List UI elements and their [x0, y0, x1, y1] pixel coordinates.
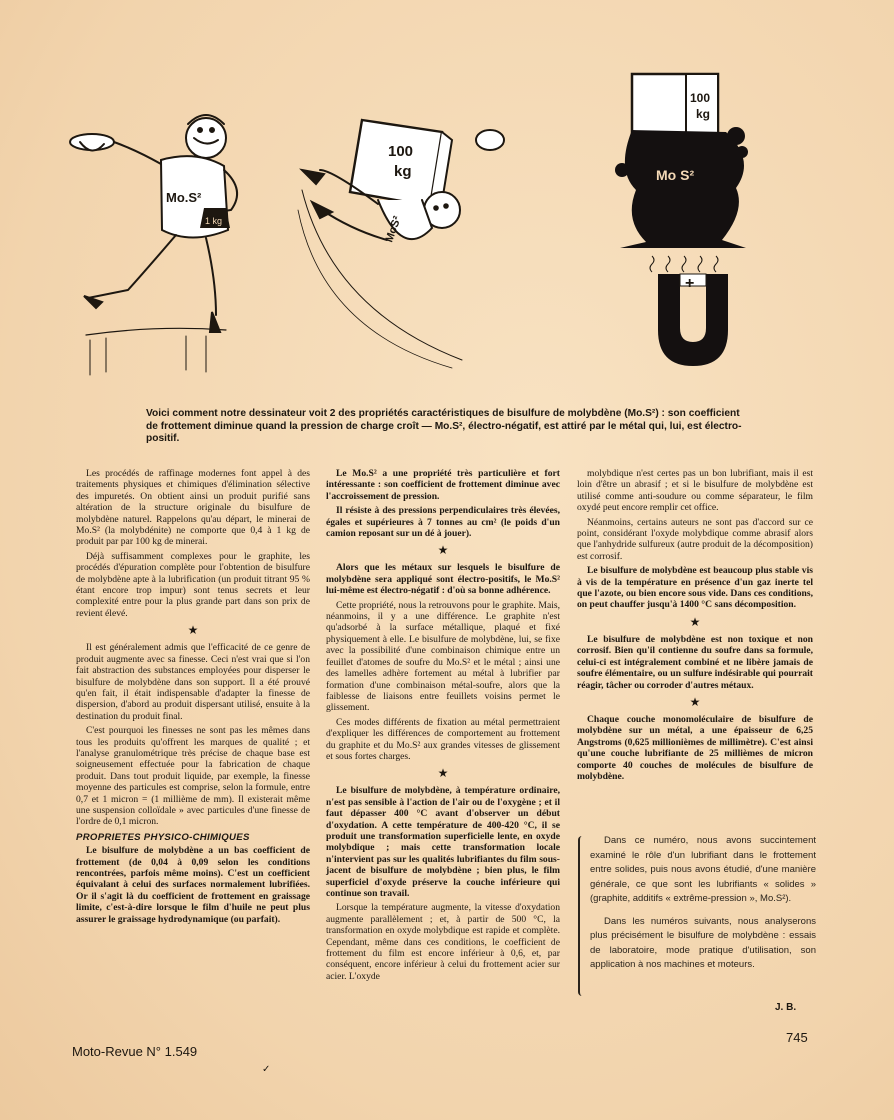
figure-caption: Voici comment notre dessinateur voit 2 des propriétés caractéristiques de bisulfure de molybdène (Mo.S²) : son coefficient de frottement diminue quand la pression de charge croît — Mo.S², électro-négatif, est attiré par le métal qui, lui, est électro-positif.: [146, 408, 742, 444]
paragraph: Le bisulfure de molybdène a un bas coefficient de frottement (de 0,04 à 0,09 selon les conditions rencontrées, parfois même moins). C'est un coefficient équivalant à celui des surfaces normalement lubrifiées. Or il s'agit là du coefficient de frottement en graissage limite, c'est-à-dire lorsque le film d'huile ne peut plus assurer le graissage hydrodynamique (ou parfait).: [76, 845, 310, 925]
note-paragraph: Dans ce numéro, nous avons succintement examiné le rôle d'un lubrifiant dans le frottement entre solides, puis nous avons étudié, d'une manière générale, ce que sont les lubrifiants « solides » (graphite, additifs « extrême-pression », Mo.S²).: [590, 835, 816, 904]
separator-star-icon: ★: [689, 614, 701, 629]
separator-star-icon: ★: [689, 694, 701, 709]
magnet-plus-label: +: [685, 275, 695, 292]
weight-label: 1 kg: [205, 216, 223, 226]
paragraph: Le bisulfure de molybdène est non toxique et non corrosif. Bien qu'il contienne du soufre dans sa formule, celui-ci est intégralement combiné et ne libère jamais de soufre élémentaire, ou un sulfure indésirable qui pourrait réagir, tâcher ou corroder d'autres métaux.: [577, 633, 813, 691]
paragraph: Il est généralement admis que l'efficacité de ce genre de produit augmente avec sa finesse. Ceci n'est vrai que si l'on fait abstraction des substances employées pour disperser le bisulfure de molybdène dans son support. Il a été prouvé qu'en fait, il était indispensable d'adapter la finesse de dispersion, d'abord au produit dispersant utilisé, ensuite à la destination du produit final.: [76, 642, 310, 722]
paragraph: Néanmoins, certains auteurs ne sont pas d'accord sur ce point, considérant l'oxyde molybdique comme abrasif alors que l'anhydride sulfureux (autre produit de la décomposition) est corrosif.: [577, 516, 813, 562]
magazine-footer: Moto-Revue N° 1.549: [72, 1044, 198, 1059]
page-number: 745: [786, 1030, 808, 1045]
paragraph: Lorsque la température augmente, la vitesse d'oxydation augmente parallèlement ; et, à partir de 500 °C, la transformation en oxyde molybdique est rapide et complète. Cependant, même dans ces conditions, le coefficient de frottement du film est encore inférieur à 0,6, et, par conséquent, encore inférieur à celui du frottement acier sur acier. L'oxyde: [326, 902, 560, 982]
illustration-happy-man: [66, 100, 266, 380]
paragraph: Cette propriété, nous la retrouvons pour le graphite. Mais, néanmoins, il y a une différence. Le graphite n'est qu'adsorbé à la surface métallique, plaqué et fixé physiquement à elle. Le bisulfure de molybdène, lui, se fixe avec la possibilité d'une combinaison chimique entre un feuillet d'atomes de soufre du Mo.S² et le métal ; ainsi une des lamelles adhère fortement au métal à lubrifier par formation d'une combinaison métal-soufre, alors que la faiblesse de liaisons entre feuillets voisins permet le glissement.: [326, 599, 560, 714]
paragraph: Le Mo.S² a une propriété très particulière et fort intéressante : son coefficient de frottement diminue avec l'accroissement de pression.: [326, 468, 560, 502]
body-label: Mo S²: [656, 167, 695, 183]
box-label-kg: kg: [394, 163, 412, 180]
body-label: MoS²: [383, 214, 404, 245]
box-label-100: 100: [690, 91, 711, 105]
paragraph: molybdique n'est certes pas un bon lubrifiant, mais il est loin d'être un abrasif ; et si le bisulfure de molybdène est utilisé comme anti-soudure ou comme séparateur, le film oxydé peut encore remplir cet office.: [577, 468, 813, 514]
box-label-kg: kg: [696, 107, 711, 121]
illustration-magnet: [596, 70, 796, 380]
paragraph: Les procédés de raffinage modernes font appel à des traitements physiques et chimiques d'élimination sélective des impuretés. On obtient ainsi un produit purifié sans altération de la structure originale du bisulfure de molybdène naturel. Rappelons qu'au départ, le minerai de Mo.S² (la molybdénite) ne comporte que 0,4 à 1 kg de produit par par 100 kg de minerai.: [76, 468, 310, 548]
paragraph: Alors que les métaux sur lesquels le bisulfure de molybdène sera appliqué sont électro-positifs, le Mo.S² lui-même est électro-négatif : d'où sa bonne adhérence.: [326, 562, 560, 597]
shirt-label: Mo.S²: [166, 190, 202, 205]
note-bracket: [578, 836, 586, 996]
separator-star-icon: ★: [437, 766, 449, 781]
box-label-100: 100: [388, 143, 414, 160]
paragraph: Chaque couche monomoléculaire de bisulfure de molybdène sur un métal, a une épaisseur de 6,25 Angstroms (0,625 millionièmes de millimètre). C'est ainsi qu'une couche lubrifiante de 25 millièmes de micron comporte 40 couches de molécules de bisulfure de molybdène.: [577, 713, 813, 782]
author-signature: J. B.: [775, 1002, 797, 1013]
section-heading: PROPRIETES PHYSICO-CHIMIQUES: [76, 831, 250, 843]
article-column-3: [577, 468, 813, 785]
separator-star-icon: ★: [437, 543, 449, 558]
paragraph: Ces modes différents de fixation au métal permettraient d'expliquer les différences de comportement au frottement du graphite et du Mo.S² aux grandes vitesses de glissement et sous fortes charges.: [326, 716, 560, 762]
note-paragraph: Dans les numéros suivants, nous analyserons plus précisément le bisulfure de molybdène : essais de laboratoire, mode pratique d'utilisation, son application à nos machines et moteurs.: [590, 915, 816, 970]
editorial-note: [590, 834, 816, 981]
paragraph: C'est pourquoi les finesses ne sont pas les mêmes dans tous les produits qu'offrent les marques de qualité ; et l'analyse granulométrique très précise de chaque base est soigneusement effectuée pour la fabrication de chaque produit. Dans tout produit liquide, par exemple, la finesse moyenne des particules est comprise, selon la formule, entre 0,7 et 1 micron = (1 millième de mm). Il existerait même une suspension colloïdale » avec particules d'une finesse de l'ordre de 0,1 micron.: [76, 725, 310, 828]
article-column-1: [76, 468, 310, 928]
separator-star-icon: ★: [187, 623, 199, 638]
paragraph: Il résiste à des pressions perpendiculaires très élevées, égales et supérieures à 7 tonnes au cm² (le poids d'un camion reposant sur un dé à jouer).: [326, 505, 560, 540]
article-column-2: [326, 468, 560, 985]
paragraph: Le bisulfure de molybdène, à température ordinaire, n'est pas sensible à l'action de l'air ou de l'oxygène ; et il faut dépasser 400 °C avant d'observer un début d'oxydation. A cette température de 400-420 °C, il se produit une transformation superficielle lente, en oxyde molybdique ; mais cette transformation locale n'intervient pas sur les qualités lubrifiantes du film sous-jacent de bisulfure de molybdène ; bien plus, le film superficiel d'oxyde préserve la couche inférieure qui continue son travail.: [326, 785, 560, 899]
illustration-man-100kg: [292, 110, 512, 370]
paragraph: Déjà suffisamment complexes pour le graphite, les procédés d'épuration complète pour l'obtention de bisulfure de molybdène apte à la lubrification (un produit titrant 95 % étant encore trop impur) sont tenus secrets et leur complexité entre pour la plus grande part dans son prix de revient élevé.: [76, 550, 310, 619]
paragraph: Le bisulfure de molybdène est beaucoup plus stable vis à vis de la température en présence d'un gaz inerte tel que l'azote, ou bien encore sous vide. Dans ces conditions, on peut chauffer jusqu'à 1400 °C sans décomposition.: [577, 565, 813, 611]
tick-mark-icon: ✓: [262, 1064, 271, 1075]
